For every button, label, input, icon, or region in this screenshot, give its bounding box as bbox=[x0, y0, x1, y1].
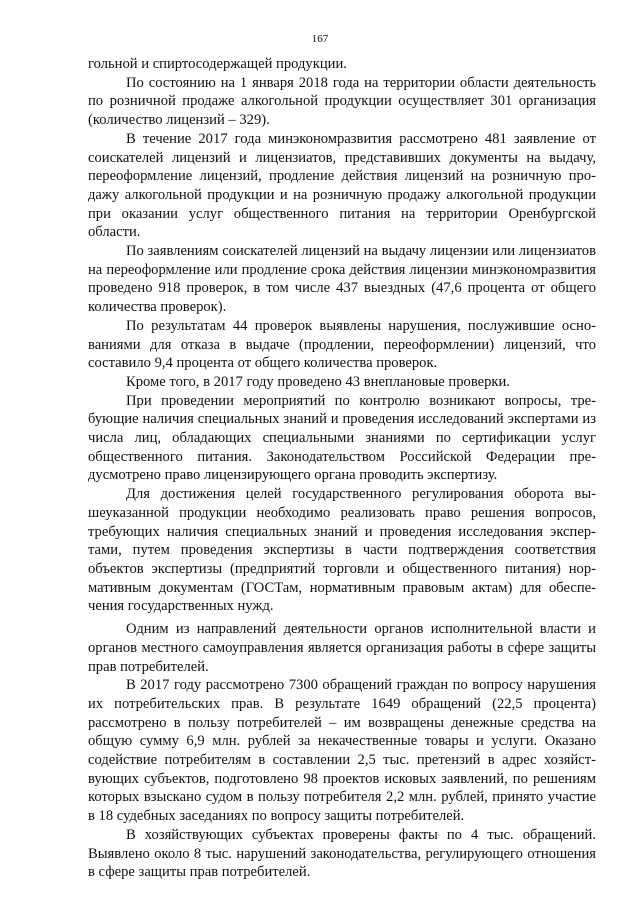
body-text bbox=[88, 55, 596, 882]
paragraph-9: Одним из направлений деятельности органов исполнительной власти и органов местного самоуправления является организация работы в сфере защиты прав потребителей. bbox=[88, 621, 596, 675]
paragraph-10: В 2017 году рассмотрено 7300 обращений граждан по вопросу нарушения их потребительских прав. В результате 1649 обращений (22,5 процента) рассмотрено в пользу потребителей – им возвращены денежные средства на общую сумму 6,9 млн. рублей за некачественные товары и услуги. Оказано содействие потребителям в составлении 2,5 тыс. претензий в адрес хозяйствующих субъектов, подготовлено 98 проектов исковых заявлений, по решениям которых взыскано судом в пользу потребителя 2,2 млн. рублей, принято участие в 18 судебных заседаниях по вопросу защиты потребителей. bbox=[88, 677, 596, 825]
paragraph-4: По заявлениям соискателей лицензий на выдачу лицензии или лицензиатов на переоформление или продление срока действия лицензии минэкономразвития проведено 918 проверок, в том числе 437 выездных (47,6 процента от общего количества проверок). bbox=[88, 243, 596, 316]
paragraph-6: Кроме того, в 2017 году проведено 43 внеплановые проверки. bbox=[126, 373, 510, 390]
paragraph-7: При проведении мероприятий по контролю возникают вопросы, требующие наличия специальных знаний и проведения исследований экспертами из числа лиц, обладающих специальными знаниями по сертификации услуг общественного питания. Законодательством Российской Федерации предусмотрено право лицензирующего органа проводить экспертизу. bbox=[88, 392, 596, 484]
paragraph-8: Для достижения целей государственного регулирования оборота вышеуказанной продукции необходимо реализовать право решения вопросов, требующих наличия специальных знаний и проведения исследования экспертами, путем проведения экспертизы в части подтверждения соответствия объектов экспертизы (предприятий торговли и общественного питания) нормативным документам (ГОСТам, нормативным правовым актам) для обеспечения государственных нужд. bbox=[88, 486, 596, 615]
paragraph-11: В хозяйствующих субъектах проверены факты по 4 тыс. обращений. Выявлено около 8 тыс. нарушений законодательства, регулирующего отношения в сфере защиты прав потребителей. bbox=[88, 826, 596, 881]
paragraph-5: По результатам 44 проверок выявлены нарушения, послужившие основаниями для отказа в выдаче (продлении, переоформлении) лицензий, что составило 9,4 процента от общего количества проверок. bbox=[88, 317, 596, 372]
page-number: 167 bbox=[311, 33, 329, 45]
paragraph-3: В течение 2017 года минэкономразвития рассмотрено 481 заявление от соискателей лицензий и лицензиатов, представивших документы на выдачу, переоформление лицензий, продление действия лицензий на розничную продажу алкогольной продукции и на розничную продажу алкогольной продукции при оказании услуг общественного питания на территории Оренбургской области. bbox=[88, 130, 596, 241]
paragraph-2: По состоянию на 1 января 2018 года на территории области деятельность по розничной продаже алкогольной продукции осуществляет 301 организация (количество лицензий – 329). bbox=[88, 74, 596, 129]
paragraph-1: гольной и спиртосодержащей продукции. bbox=[88, 56, 347, 72]
